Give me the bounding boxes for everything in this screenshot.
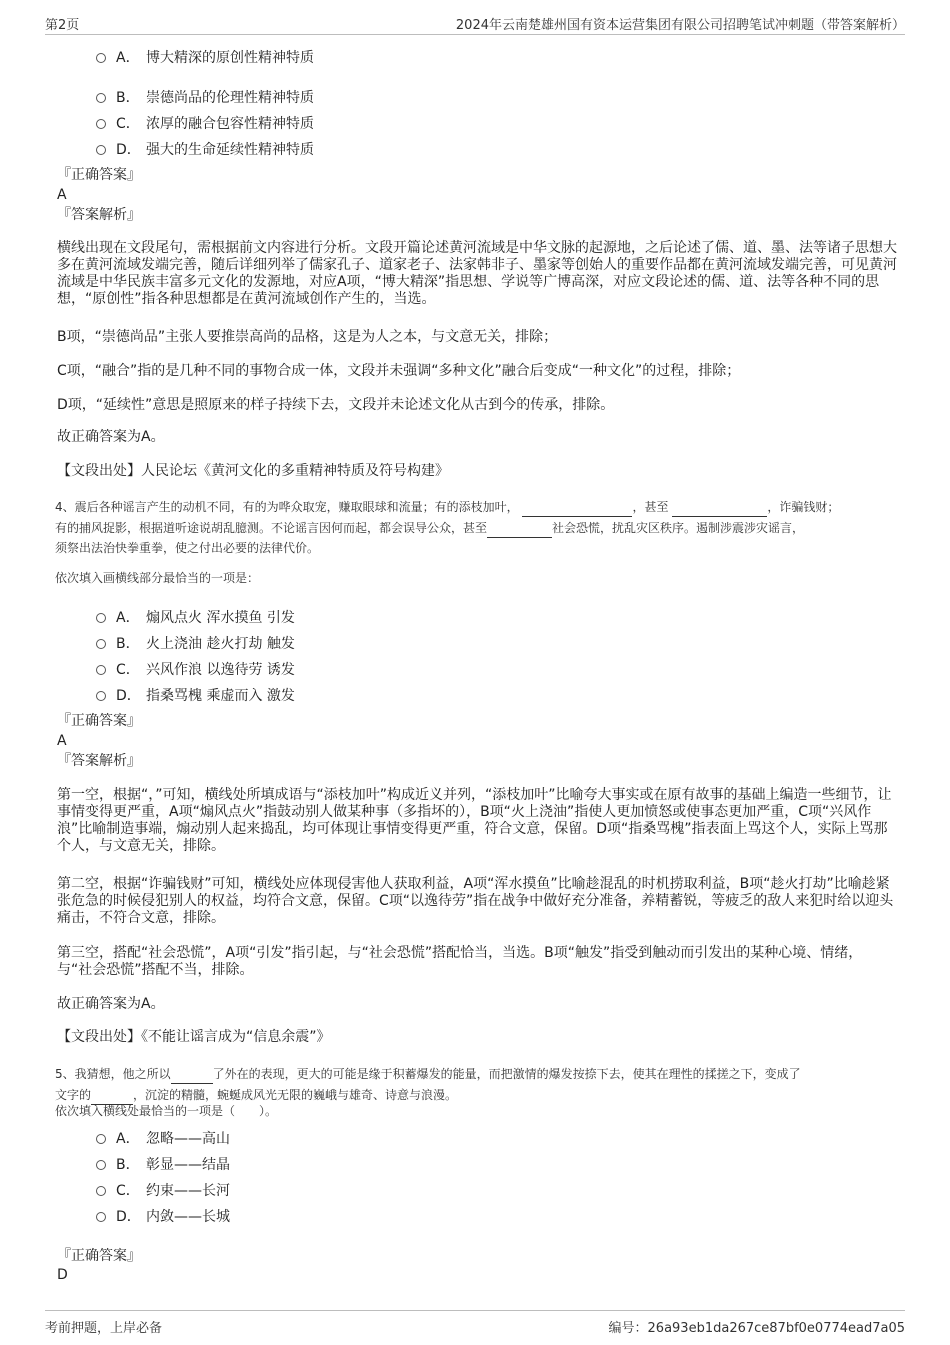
q5-option-d[interactable]: D． 内敛——长城 bbox=[96, 1206, 230, 1226]
q3-option-b[interactable]: B． 崇德尚品的伦理性精神特质 bbox=[96, 87, 314, 107]
q4-analysis-paragraph: 第一空，根据“，”可知，横线处所填成语与“添枝加叶”构成近义并列，“添枝加叶”比喻夸大事实或在原有故事的基础上编造一些细节，让事情变得更严重，A项“煽风点火”指鼓动别人做某种事（多指坏的），B项“火上浇油”指使人更加愤怒或使事态更加严重，C项“兴风作浪”比喻制造事端，煽动别人起来捣乱，均可体现让事情变得更严重，符合文意，保留。D项“指桑骂槐”指表面上骂这个人，实际上骂那个人，与文意无关，排除。 bbox=[57, 787, 892, 854]
q3-option-a[interactable]: A． 博大精深的原创性精神特质 bbox=[96, 47, 314, 67]
q3-analysis-paragraph: D项，“延续性”意思是照原来的样子持续下去，文段并未论述文化从古到今的传承，排除。 bbox=[57, 397, 615, 413]
blank-line bbox=[487, 517, 552, 538]
q5-answer: D bbox=[57, 1267, 68, 1283]
radio-icon[interactable] bbox=[96, 665, 106, 675]
radio-icon[interactable] bbox=[96, 1212, 106, 1222]
q4-option-a[interactable]: A． 煽风点火 浑水摸鱼 引发 bbox=[96, 607, 295, 627]
q3-option-c[interactable]: C． 浓厚的融合包容性精神特质 bbox=[96, 113, 314, 133]
q4-analysis-paragraph: 第三空，搭配“社会恐慌”，A项“引发”指引起，与“社会恐慌”搭配恰当，当选。B项“触发”指受到触动而引发出的某种心境、情绪，与“社会恐慌”搭配不当，排除。 bbox=[57, 945, 863, 978]
page-number: 第2页 bbox=[45, 18, 80, 33]
radio-icon[interactable] bbox=[96, 639, 106, 649]
q3-analysis-paragraph: 故正确答案为A。 bbox=[57, 429, 165, 445]
radio-icon[interactable] bbox=[96, 93, 106, 103]
document-code: 编号：26a93eb1da267ce87bf0e0774ead7a05 bbox=[608, 1321, 905, 1336]
q4-option-d[interactable]: D． 指桑骂槐 乘虚而入 激发 bbox=[96, 685, 295, 705]
q5-option-c[interactable]: C． 约束——长河 bbox=[96, 1180, 230, 1200]
q3-analysis-paragraph: B项，“崇德尚品”主张人要推崇高尚的品格，这是为人之本，与文意无关，排除； bbox=[57, 329, 558, 345]
q3-source: 【文段出处】人民论坛《黄河文化的多重精神特质及符号构建》 bbox=[57, 463, 449, 479]
q4-answer: A bbox=[57, 733, 67, 749]
q5-option-a[interactable]: A． 忽略——高山 bbox=[96, 1128, 230, 1148]
q4-analysis-paragraph: 故正确答案为A。 bbox=[57, 996, 165, 1012]
radio-icon[interactable] bbox=[96, 53, 106, 63]
q4-prompt: 依次填入画横线部分最恰当的一项是： bbox=[55, 571, 260, 585]
q3-answer-label: 『正确答案』 bbox=[57, 167, 141, 183]
q4-source: 【文段出处】《不能让谣言成为“信息余震”》 bbox=[57, 1029, 331, 1045]
blank-line bbox=[672, 496, 767, 517]
q5-prompt: 依次填入横线处最恰当的一项是（ ）。 bbox=[55, 1104, 278, 1118]
q4-analysis-label: 『答案解析』 bbox=[57, 753, 141, 769]
q3-analysis-label: 『答案解析』 bbox=[57, 207, 141, 223]
q5-option-b[interactable]: B． 彰显——结晶 bbox=[96, 1154, 230, 1174]
q3-answer: A bbox=[57, 187, 67, 203]
radio-icon[interactable] bbox=[96, 1134, 106, 1144]
radio-icon[interactable] bbox=[96, 1160, 106, 1170]
q4-option-c[interactable]: C． 兴风作浪 以逸待劳 诱发 bbox=[96, 659, 295, 679]
page-footer bbox=[45, 1310, 905, 1339]
q4-answer-label: 『正确答案』 bbox=[57, 713, 141, 729]
radio-icon[interactable] bbox=[96, 119, 106, 129]
page-header bbox=[45, 12, 905, 35]
document-title: 2024年云南楚雄州国有资本运营集团有限公司招聘笔试冲刺题（带答案解析） bbox=[455, 18, 905, 33]
q3-analysis-paragraph: C项，“融合”指的是几种不同的事物合成一体，文段并未强调“多种文化”融合后变成“一种文化”的过程，排除； bbox=[57, 363, 741, 379]
q5-answer-label: 『正确答案』 bbox=[57, 1248, 141, 1264]
blank-line bbox=[522, 496, 632, 517]
radio-icon[interactable] bbox=[96, 145, 106, 155]
q3-analysis-paragraph: 横线出现在文段尾句，需根据前文内容进行分析。文段开篇论述黄河流域是中华文脉的起源地，之后论述了儒、道、墨、法等诸子思想大多在黄河流域发端完善，随后详细列举了儒家孔子、道家老子、法家韩非子、墨家等创始人的重要作品都在黄河流域发端完善，可见黄河流域是中华民族丰富多元文化的发源地，对应A项，“博大精深”指思想、学说等广博高深，对应文段论述的儒、道、法等各种不同的思想，“原创性”指各种思想都是在黄河流域创作产生的，当选。 bbox=[57, 240, 897, 307]
q4-stem: 4、震后各种谣言产生的动机不同，有的为哗众取宠，赚取眼球和流量；有的添枝加叶， ，甚至 ，诈骗钱财； 有的捕风捉影，根据道听途说胡乱臆测。不论谣言因何而起，都会误导公众，甚至 社会恐慌，扰乱灾区秩序。遏制涉震涉灾谣言， 须祭出法治快拳重拳，使之付出必要的法律代价。 bbox=[55, 496, 895, 558]
radio-icon[interactable] bbox=[96, 1186, 106, 1196]
radio-icon[interactable] bbox=[96, 691, 106, 701]
radio-icon[interactable] bbox=[96, 613, 106, 623]
q4-analysis-paragraph: 第二空，根据“诈骗钱财”可知，横线处应体现侵害他人获取利益，A项“浑水摸鱼”比喻趁混乱的时机捞取利益，B项“趁火打劫”比喻趁紧张危急的时候侵犯别人的权益，均符合文意，保留。C项“以逸待劳”指在战争中做好充分准备，养精蓄锐，等疲乏的敌人来犯时给以迎头痛击，不符合文意，排除。 bbox=[57, 876, 894, 926]
blank-line bbox=[171, 1063, 213, 1084]
footer-slogan: 考前押题，上岸必备 bbox=[45, 1321, 163, 1336]
q3-option-d[interactable]: D． 强大的生命延续性精神特质 bbox=[96, 139, 314, 159]
q4-option-b[interactable]: B． 火上浇油 趁火打劫 触发 bbox=[96, 633, 295, 653]
q5-stem: 5、我猜想，他之所以 了外在的表现，更大的可能是缘于积蓄爆发的能量，而把激情的爆发按捺下去，使其在理性的揉搓之下，变成了 文字的 ，沉淀的精髓，蜿蜒成风光无限的巍峨与雄奇、诗意与浪漫。 bbox=[55, 1063, 895, 1105]
